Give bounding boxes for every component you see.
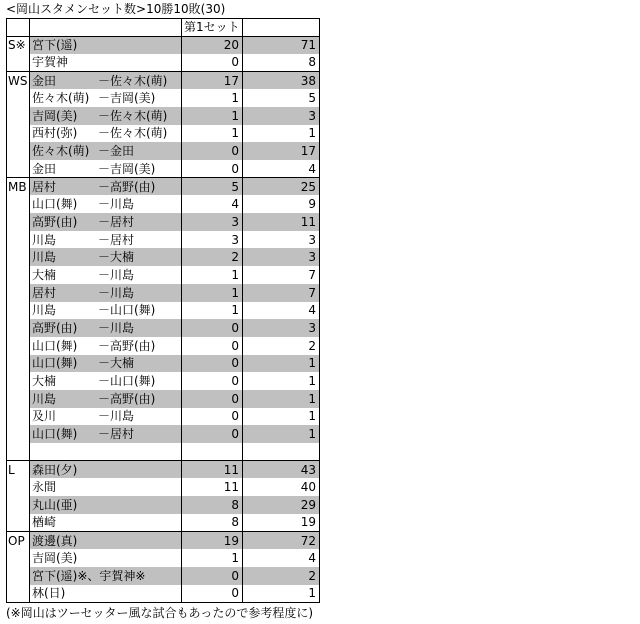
player-a: 居村 (32, 285, 57, 300)
category-cell (7, 248, 30, 266)
player-a: 渡邊(真) (32, 533, 78, 548)
total-count: 4 (243, 549, 320, 567)
first-set-count: 4 (182, 195, 243, 213)
category-cell (7, 549, 30, 567)
table-row (7, 213, 320, 231)
lineup-cell (30, 178, 182, 196)
first-set-count: 0 (182, 142, 243, 160)
table-row (7, 531, 320, 549)
player-b: －山口(舞) (98, 374, 156, 389)
table-row (7, 160, 320, 178)
total-count: 38 (243, 72, 320, 90)
lineup-cell (30, 319, 182, 337)
first-set-count: 19 (182, 531, 243, 549)
player-a: 居村 (32, 179, 57, 194)
player-a: 森田(夕) (32, 462, 78, 477)
player-a: 大楠 (32, 267, 57, 282)
player-a: 宮下(遥)※、宇賀神※ (32, 568, 146, 583)
player-b: －山口(舞) (98, 303, 156, 318)
first-set-count: 0 (182, 337, 243, 355)
lineup-cell (30, 567, 182, 585)
table-row (7, 319, 320, 337)
player-a: 川島 (32, 303, 57, 318)
category-cell (7, 372, 30, 390)
total-count: 1 (243, 125, 320, 143)
player-b: －川島 (98, 197, 135, 212)
table-row (7, 425, 320, 443)
player-a: 高野(由) (32, 321, 78, 336)
total-count: 4 (243, 160, 320, 178)
player-a: 川島 (32, 391, 57, 406)
table-row (7, 461, 320, 479)
header-cell-total (243, 19, 320, 37)
player-a: 高野(由) (32, 214, 78, 229)
table-row (7, 107, 320, 125)
player-b: －川島 (98, 267, 135, 282)
category-cell (7, 195, 30, 213)
category-cell (7, 284, 30, 302)
player-b: －居村 (98, 427, 135, 442)
lineup-cell (30, 390, 182, 408)
lineup-cell (30, 337, 182, 355)
first-set-count: 8 (182, 514, 243, 532)
category-cell (7, 478, 30, 496)
first-set-count: 11 (182, 478, 243, 496)
table-row (7, 195, 320, 213)
player-a: 丸山(亜) (32, 497, 78, 512)
category-cell (7, 302, 30, 320)
table-row (7, 284, 320, 302)
table-row (7, 231, 320, 249)
first-set-count: 3 (182, 213, 243, 231)
category-cell (7, 54, 30, 72)
player-a: 及川 (32, 409, 57, 424)
footnote: (※岡山はツーセッター風な試合もあったので参考程度に) (6, 606, 314, 620)
lineup-cell (30, 213, 182, 231)
category-cell (7, 443, 30, 461)
category-cell (7, 266, 30, 284)
first-set-count: 11 (182, 461, 243, 479)
player-b: －居村 (98, 232, 135, 247)
total-count: 72 (243, 531, 320, 549)
table-row (7, 496, 320, 514)
lineup-cell (30, 372, 182, 390)
total-count: 4 (243, 302, 320, 320)
first-set-count: 0 (182, 54, 243, 72)
total-count: 17 (243, 142, 320, 160)
lineup-cell (30, 549, 182, 567)
first-set-count: 1 (182, 284, 243, 302)
category-cell (7, 355, 30, 373)
player-b: －川島 (98, 321, 135, 336)
player-a: 山口(舞) (32, 427, 78, 442)
category-cell: L (7, 461, 30, 479)
player-b: －川島 (98, 409, 135, 424)
total-count: 3 (243, 107, 320, 125)
player-a: 金田 (32, 73, 57, 88)
player-b: －佐々木(萌) (98, 73, 168, 88)
lineup-cell (30, 266, 182, 284)
first-set-count: 0 (182, 390, 243, 408)
lineup-cell (30, 142, 182, 160)
total-count: 43 (243, 461, 320, 479)
first-set-count: 0 (182, 319, 243, 337)
category-cell (7, 89, 30, 107)
category-cell (7, 408, 30, 426)
player-a: 大楠 (32, 374, 57, 389)
table-row (7, 585, 320, 603)
category-cell (7, 496, 30, 514)
category-cell (7, 160, 30, 178)
total-count: 19 (243, 514, 320, 532)
player-b: －居村 (98, 214, 135, 229)
first-set-count: 20 (182, 36, 243, 54)
lineup-cell (30, 443, 182, 461)
player-a: 佐々木(萌) (32, 91, 90, 106)
total-count: 29 (243, 496, 320, 514)
total-count: 3 (243, 319, 320, 337)
first-set-count: 0 (182, 408, 243, 426)
lineup-cell (30, 195, 182, 213)
category-cell (7, 319, 30, 337)
total-count: 9 (243, 195, 320, 213)
header-cell-category (7, 19, 30, 37)
first-set-count: 8 (182, 496, 243, 514)
player-a: 川島 (32, 250, 57, 265)
table-row (7, 72, 320, 90)
category-cell (7, 107, 30, 125)
category-cell: OP (7, 531, 30, 549)
table-row (7, 125, 320, 143)
category-cell (7, 337, 30, 355)
player-a: 金田 (32, 161, 57, 176)
player-b: －金田 (98, 144, 135, 159)
lineup-cell (30, 107, 182, 125)
header-cell-lineup (30, 19, 182, 37)
category-cell (7, 585, 30, 603)
table-row (7, 514, 320, 532)
first-set-count: 0 (182, 425, 243, 443)
table-row (7, 302, 320, 320)
player-a: 山口(舞) (32, 338, 78, 353)
first-set-count: 0 (182, 160, 243, 178)
player-b: －高野(由) (98, 391, 156, 406)
player-a: 西村(弥) (32, 126, 78, 141)
total-count: 2 (243, 567, 320, 585)
player-b: －大楠 (98, 356, 135, 371)
first-set-count (182, 443, 243, 461)
first-set-count: 0 (182, 585, 243, 603)
table-row (7, 142, 320, 160)
lineup-cell (30, 425, 182, 443)
lineup-cell (30, 478, 182, 496)
table-row (7, 408, 320, 426)
lineup-cell (30, 231, 182, 249)
total-count: 1 (243, 355, 320, 373)
first-set-count: 3 (182, 231, 243, 249)
player-a: 楢崎 (32, 515, 57, 530)
category-cell (7, 231, 30, 249)
table-row (7, 266, 320, 284)
player-a: 佐々木(萌) (32, 144, 90, 159)
total-count: 7 (243, 284, 320, 302)
first-set-count: 17 (182, 72, 243, 90)
first-set-count: 1 (182, 125, 243, 143)
total-count: 7 (243, 266, 320, 284)
table-row (7, 355, 320, 373)
lineup-table (6, 18, 320, 603)
category-cell (7, 213, 30, 231)
lineup-cell (30, 355, 182, 373)
first-set-count: 0 (182, 372, 243, 390)
category-cell (7, 514, 30, 532)
first-set-count: 5 (182, 178, 243, 196)
lineup-cell (30, 125, 182, 143)
lineup-cell (30, 531, 182, 549)
category-cell (7, 390, 30, 408)
first-set-count: 0 (182, 567, 243, 585)
first-set-count: 2 (182, 248, 243, 266)
first-set-count: 0 (182, 355, 243, 373)
player-b: －佐々木(萌) (98, 126, 168, 141)
lineup-cell (30, 89, 182, 107)
total-count: 8 (243, 54, 320, 72)
lineup-cell (30, 160, 182, 178)
table-row (7, 89, 320, 107)
table-row (7, 337, 320, 355)
lineup-cell (30, 514, 182, 532)
total-count (243, 443, 320, 461)
table-row (7, 178, 320, 196)
table-row (7, 443, 320, 461)
player-a: 宮下(遥) (32, 38, 78, 53)
lineup-cell (30, 496, 182, 514)
header-cell-first-set: 第1セット (182, 19, 243, 37)
player-a: 山口(舞) (32, 197, 78, 212)
category-cell (7, 142, 30, 160)
category-cell: WS (7, 72, 30, 90)
player-b: －大楠 (98, 250, 135, 265)
page-title: <岡山スタメンセット数>10勝10敗(30) (6, 2, 226, 16)
player-a: 山口(舞) (32, 356, 78, 371)
category-cell (7, 125, 30, 143)
player-a: 吉岡(美) (32, 108, 78, 123)
first-set-count: 1 (182, 107, 243, 125)
total-count: 1 (243, 408, 320, 426)
table-row (7, 54, 320, 72)
player-b: －高野(由) (98, 179, 156, 194)
player-a: 川島 (32, 232, 57, 247)
lineup-cell (30, 36, 182, 54)
lineup-cell (30, 72, 182, 90)
player-b: －高野(由) (98, 338, 156, 353)
player-b: －川島 (98, 285, 135, 300)
first-set-count: 1 (182, 266, 243, 284)
total-count: 25 (243, 178, 320, 196)
table-header-row (7, 19, 320, 37)
lineup-cell (30, 461, 182, 479)
category-cell (7, 425, 30, 443)
player-a: 永間 (32, 480, 57, 495)
lineup-cell (30, 302, 182, 320)
total-count: 2 (243, 337, 320, 355)
table-row (7, 248, 320, 266)
first-set-count: 1 (182, 302, 243, 320)
player-a: 吉岡(美) (32, 550, 78, 565)
table-row (7, 390, 320, 408)
table-row (7, 567, 320, 585)
first-set-count: 1 (182, 549, 243, 567)
table-row (7, 372, 320, 390)
total-count: 40 (243, 478, 320, 496)
total-count: 3 (243, 231, 320, 249)
table-row (7, 549, 320, 567)
player-a: 宇賀神 (32, 55, 69, 70)
player-a: 林(日) (32, 586, 66, 601)
player-b: －吉岡(美) (98, 91, 156, 106)
table-row (7, 36, 320, 54)
total-count: 3 (243, 248, 320, 266)
category-cell: MB (7, 178, 30, 196)
lineup-cell (30, 585, 182, 603)
lineup-cell (30, 408, 182, 426)
first-set-count: 1 (182, 89, 243, 107)
total-count: 1 (243, 372, 320, 390)
lineup-cell (30, 284, 182, 302)
category-cell (7, 567, 30, 585)
lineup-cell (30, 248, 182, 266)
total-count: 5 (243, 89, 320, 107)
total-count: 1 (243, 585, 320, 603)
total-count: 1 (243, 425, 320, 443)
player-b: －吉岡(美) (98, 161, 156, 176)
category-cell: S※ (7, 36, 30, 54)
total-count: 71 (243, 36, 320, 54)
table-row (7, 478, 320, 496)
player-b: －佐々木(萌) (98, 108, 168, 123)
lineup-cell (30, 54, 182, 72)
total-count: 11 (243, 213, 320, 231)
total-count: 1 (243, 390, 320, 408)
